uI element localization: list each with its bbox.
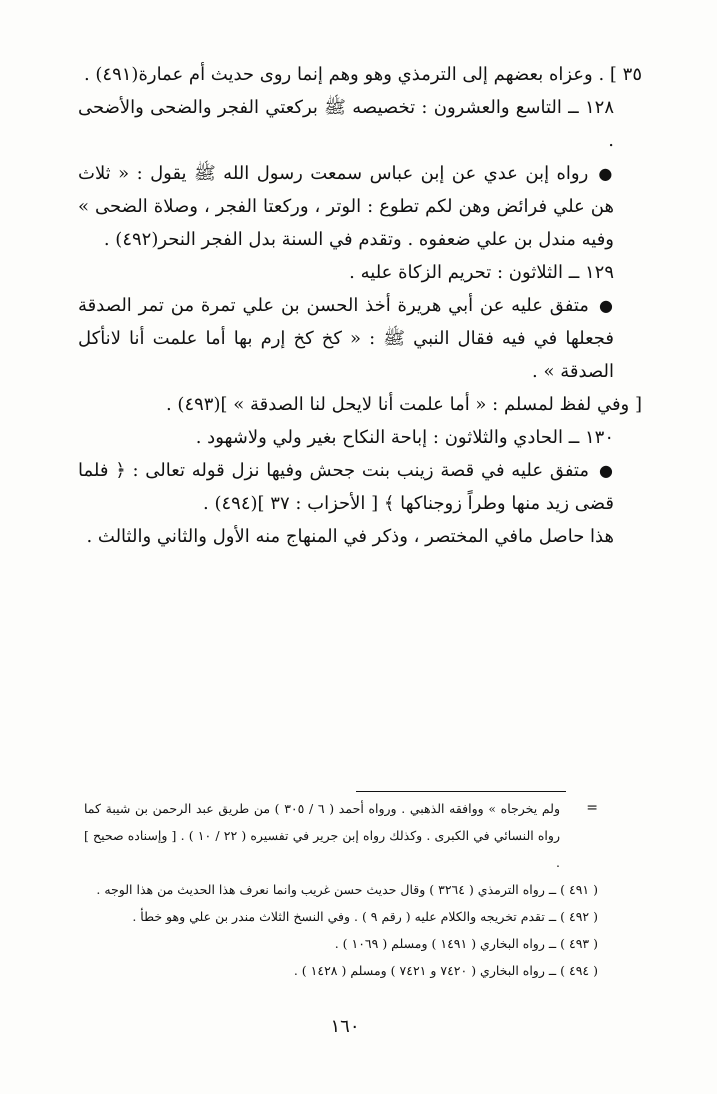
- paragraph-muslim-variant: [ وفي لفظ لمسلم : « أما علمت أنا لايحل لنا الصدقة » ](٤٩٣) .: [165, 394, 642, 415]
- bullet-icon: ●: [598, 164, 614, 183]
- main-text: [78, 58, 642, 553]
- footnote-divider: [356, 791, 566, 792]
- paragraph-bullet-1: [78, 157, 642, 256]
- paragraph-summary: هذا حاصل مافي المختصر ، وذكر في المنهاج منه الأول والثاني والثالث .: [86, 526, 614, 547]
- paragraph-text: متفق عليه عن أبي هريرة أخذ الحسن بن علي تمرة من تمر الصدقة فجعلها في فيه فقال النبي ﷺ : « كخ كخ إرم بها أما علمت أنا لانأكل الصدقة » .: [78, 295, 614, 382]
- bullet-icon: ●: [599, 461, 614, 480]
- footnote-continuation: [84, 795, 598, 876]
- footnote-continuation-text: ولم يخرجاه » ووافقه الذهبي . ورواه أحمد ( ٦ / ٣٠٥ ) من طريق عبد الرحمن بن شيبة كما رواه النسائي في الكبرى . وكذلك رواه إبن جرير في تفسيره ( ٢٢ / ١٠ ) . [ وإسناده صحيح ] .: [84, 801, 560, 870]
- paragraph-bullet-3: [78, 454, 642, 520]
- paragraph-text: متفق عليه في قصة زينب بنت جحش وفيها نزل قوله تعالى : ﴿ فلما قضى زيد منها وطراً زوجناكها ﴾ [ الأحزاب : ٣٧ ](٤٩٤) .: [78, 460, 614, 514]
- footnote-491: ( ٤٩١ ) ــ رواه الترمذي ( ٣٢٦٤ ) وقال حديث حسن غريب وانما نعرف هذا الحديث من هذا الوجه .: [96, 882, 598, 897]
- paragraph-bullet-2: [78, 289, 642, 388]
- paragraph-continuation: ٣٥ ] . وعزاه بعضهم إلى الترمذي وهو وهم إنما روى حديث أم عمارة(٤٩١) .: [83, 64, 642, 85]
- continuation-mark: =: [586, 800, 598, 816]
- bullet-icon: ●: [598, 296, 614, 315]
- footnote-494: ( ٤٩٤ ) ــ رواه البخاري ( ٧٤٢٠ و ٧٤٢١ ) ومسلم ( ١٤٢٨ ) .: [293, 963, 598, 978]
- footnote-492: ( ٤٩٢ ) ــ تقدم تخريجه والكلام عليه ( رقم ٩ ) . وفي النسخ الثلاث مندر بن علي وهو خطأ .: [132, 909, 598, 924]
- section-heading-130: ١٣٠ ــ الحادي والثلاثون : إباحة النكاح بغير ولي ولاشهود .: [195, 427, 614, 448]
- footnotes: [84, 795, 598, 984]
- section-heading-128: ١٢٨ ــ التاسع والعشرون : تخصيصه ﷺ بركعتي الفجر والضحى والأضحى .: [78, 97, 614, 151]
- paragraph-text: رواه إبن عدي عن إبن عباس سمعت رسول الله ﷺ يقول : « ثلاث هن علي فرائض وهن لكم تطوع : الوتر ، وركعتا الفجر ، وصلاة الضحى » وفيه مندل بن علي ضعفوه . وتقدم في السنة بدل الفجر النحر(٤٩٢) .: [78, 163, 614, 250]
- footnote-493: ( ٤٩٣ ) ــ رواه البخاري ( ١٤٩١ ) ومسلم ( ١٠٦٩ ) .: [334, 936, 598, 951]
- page-number: ١٦٠: [330, 1016, 360, 1037]
- section-heading-129: ١٢٩ ــ الثلاثون : تحريم الزكاة عليه .: [349, 262, 614, 283]
